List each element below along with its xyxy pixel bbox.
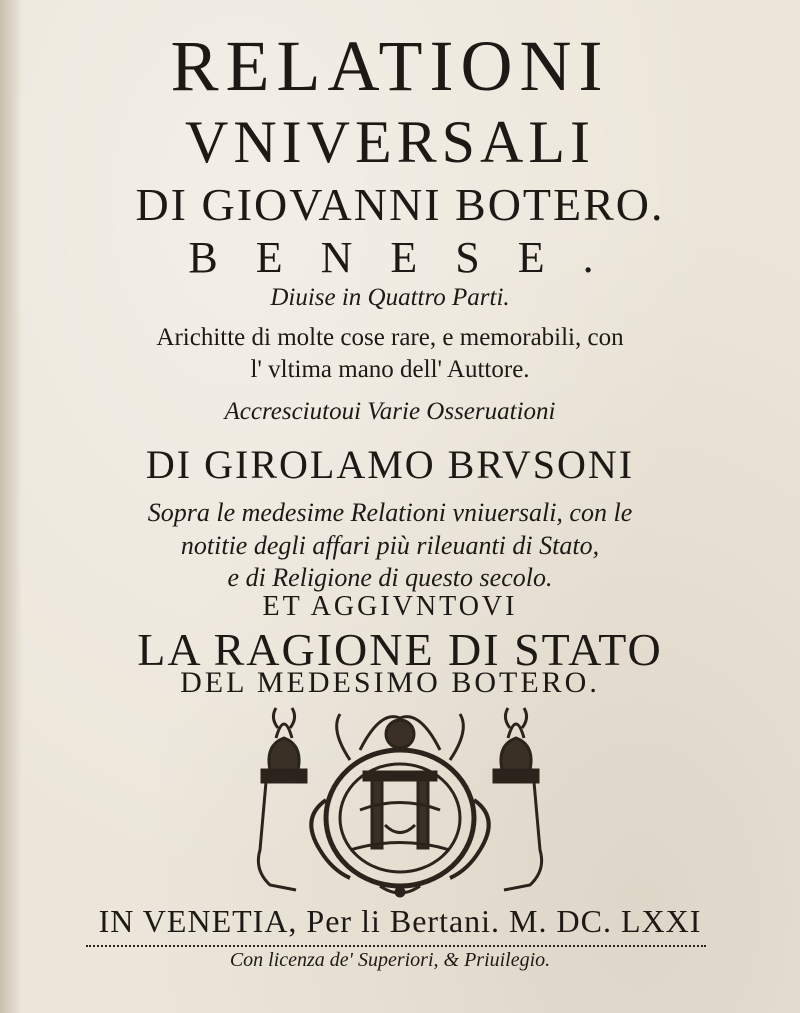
author-line: DI GIOVANNI BOTERO. (135, 179, 665, 230)
printers-device-emblem-icon (240, 700, 560, 900)
notes-line-3: e di Religione di questo secolo. (227, 563, 553, 592)
appendix-line: ET AGGIVNTOVI (262, 591, 518, 622)
author-origin-line: BENESE. (188, 233, 632, 282)
license-line: Con licenza de' Superiori, & Priuilegio. (229, 949, 551, 971)
subtitle-line-1: LA RAGIONE DI STATO (137, 624, 663, 675)
notes-line-1: Sopra le medesime Relationi vniuersali, con le (147, 498, 633, 527)
notes-line-2: notitie degli affari più rileuanti di Stato, (180, 531, 600, 560)
imprint-rule (86, 945, 706, 947)
imprint-line: IN VENETIA, Per li Bertani. M. DC. LXXI (98, 903, 702, 939)
title-line-1: RELATIONI (170, 26, 610, 106)
subtitle-line-2: DEL MEDESIMO BOTERO. (180, 666, 600, 699)
title-line-2: VNIVERSALI (185, 109, 595, 175)
page-edge (0, 0, 22, 1013)
description-line-1: Arichitte di molte cose rare, e memorabili, con (156, 324, 624, 351)
editor-line: DI GIROLAMO BRVSONI (145, 442, 635, 487)
division-line: Diuise in Quattro Parti. (270, 284, 510, 311)
description-line-2: l' vltima mano dell' Auttore. (250, 356, 530, 383)
additions-line: Accresciutoui Varie Osseruationi (224, 398, 556, 425)
